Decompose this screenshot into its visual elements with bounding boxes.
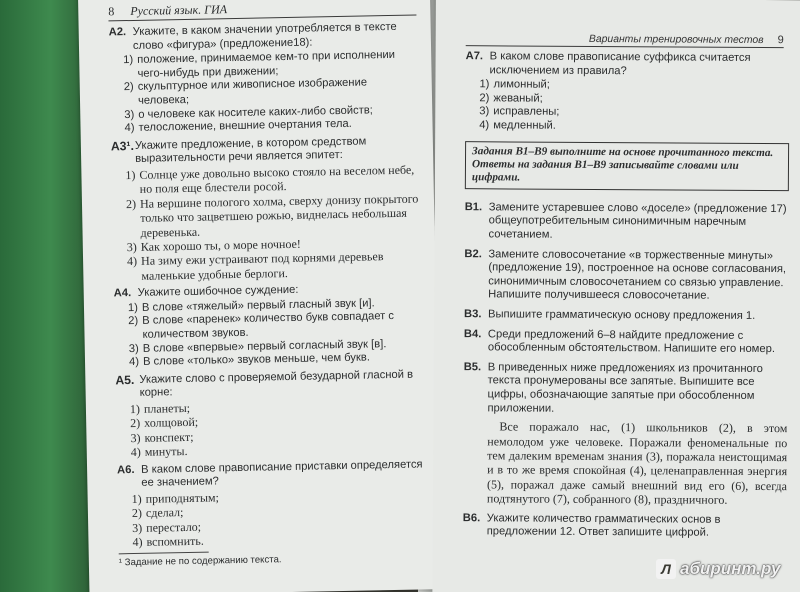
answer-option: 3) о человеке как носителе каких-либо свойств; xyxy=(124,103,373,121)
answer-option: 2) На вершине пологого холма, сверху донизу покрытого только что зацветшею рожью, виднелась небольшая деревенька. xyxy=(125,191,419,240)
answer-options xyxy=(128,296,423,370)
left-page-content xyxy=(108,0,427,570)
task-question: Замените устаревшее слово «доселе» (предложение 17) общеупотребительным синонимичным наречным сочетанием. xyxy=(488,201,787,241)
task-question: В каком слове правописание приставки определяется ее значением? xyxy=(140,458,423,490)
answer-option: 3) перестало; xyxy=(132,519,202,535)
task-b5 xyxy=(463,361,787,417)
answer-option: 4) медленный. xyxy=(479,119,556,132)
left-running-head xyxy=(108,0,416,21)
right-running-title: Варианты тренировочных тестов xyxy=(588,33,764,47)
answer-option: 3) Как хорошо ты, о море ночное! xyxy=(126,236,301,255)
answer-option: 4) В слове «только» звуков меньше, чем букв. xyxy=(128,351,371,369)
answer-option: 2) В слове «паренек» количество букв совпадает с количеством звуков. xyxy=(128,310,395,341)
answer-option: 1) Солнце уже довольно высоко стояло на веселом небе, но поля еще блестели росой. xyxy=(125,162,415,197)
footnote: ¹ Задание не по содержанию текста. xyxy=(118,554,282,569)
right-page-content xyxy=(463,50,790,543)
task-number: А2. xyxy=(108,26,127,39)
answer-option: 1) лимонный; xyxy=(479,78,550,91)
answer-option: 2) сделал; xyxy=(131,505,184,521)
task-question: Замените словосочетание «в торжественные минуты» (предложение 19), построенное на основе согласования, синонимичным словосочетанием со связью управление. Напишите получившееся словосочетание. xyxy=(488,247,787,303)
task-question: Укажите слово с проверяемой безударной гласной в корне: xyxy=(139,368,414,400)
task-number: А5. xyxy=(115,372,135,388)
answer-options xyxy=(125,162,421,283)
instruction-box: Задания В1–В9 выполните на основе прочитанного текста. Ответы на задания В1–В9 записывайте словами или цифрами. xyxy=(465,141,789,191)
task-number: В1. xyxy=(464,200,483,214)
task-question: Укажите, в каком значении употребляется в тексте слово «фигура» (предложение18): xyxy=(132,20,397,52)
left-page xyxy=(78,0,441,592)
task-number: А4. xyxy=(113,287,132,300)
b5-text-excerpt: Все поражало нас, (1) школьников (2), в этом немолодом уже человеке. Поражали феноменальные по тем далеким временам знания (3), поражала неистощимая и в то же время спокойная (4), целенаправленная энергия (5), поражал даже самый внешний вид его (6), всегда подтянутого (7), собранного (8), праздничного. xyxy=(486,419,788,507)
task-b1 xyxy=(465,201,789,244)
answer-option: 4) На зиму ежи устраивают под корнями деревьев маленькие удобные берлоги. xyxy=(126,249,384,283)
task-b2 xyxy=(464,248,788,304)
answer-option: 4) телосложение, внешние очертания тела. xyxy=(124,117,352,135)
task-a2 xyxy=(109,21,419,137)
task-b4 xyxy=(464,328,788,357)
task-b6 xyxy=(463,512,787,541)
answer-option: 3) В слове «впервые» первый согласный звук [в]. xyxy=(128,337,387,355)
task-question: Укажите количество грамматических основ в предложении 12. Ответ запишите цифрой. xyxy=(486,511,721,539)
task-question: В каком слове правописание суффикса считается исключением из правила? xyxy=(489,50,751,77)
task-a6 xyxy=(117,458,427,550)
task-a5 xyxy=(115,368,425,460)
answer-option: 1) планеты; xyxy=(129,400,191,417)
answer-options xyxy=(123,49,419,136)
right-running-head xyxy=(466,28,784,48)
labirint-watermark xyxy=(656,556,796,582)
answer-option: 1) приподнятым; xyxy=(131,490,219,506)
answer-option: 1) В слове «тяжелый» первый гласный звук [и]. xyxy=(127,297,375,314)
right-page xyxy=(432,0,800,592)
task-number: А7. xyxy=(465,50,484,63)
answer-option: 4) вспомнить. xyxy=(132,533,204,550)
green-background xyxy=(0,0,92,592)
task-number: А3¹. xyxy=(110,138,135,154)
task-question: Выпишите грамматическую основу предложения 1. xyxy=(488,308,756,322)
task-b3 xyxy=(464,308,788,324)
answer-option: 3) конспект; xyxy=(130,429,194,445)
answer-option: 4) минуты. xyxy=(130,444,188,460)
task-a7 xyxy=(465,50,789,135)
task-question: Укажите ошибочное суждение: xyxy=(137,284,299,300)
task-question: Среди предложений 6–8 найдите предложение с обособленным обстоятельством. Напишите его номер. xyxy=(487,327,775,356)
answer-options xyxy=(479,78,789,134)
watermark-text: абиринт.ру xyxy=(680,559,781,578)
task-a4 xyxy=(114,282,424,370)
task-number: В4. xyxy=(463,327,482,340)
right-page-number: 9 xyxy=(777,34,784,47)
task-question: Укажите предложение, в котором средством выразительности речи является эпитет: xyxy=(134,135,367,166)
task-question: В приведенных ниже предложениях из прочитанного текста пронумерованы все запятые. Выпишите все цифры, обозначающие запятые при обособленном приложении. xyxy=(487,361,763,415)
labirint-logo-icon: Л xyxy=(656,559,676,579)
task-number: В2. xyxy=(464,247,482,260)
task-number: В5. xyxy=(463,360,482,374)
answer-option: 1) положение, принимаемое кем-то при исполнении чего-нибудь при движении; xyxy=(123,49,396,80)
answer-options xyxy=(130,396,425,459)
task-number: А6. xyxy=(116,463,135,476)
answer-options xyxy=(132,486,427,549)
task-a3 xyxy=(111,134,422,283)
left-page-number: 8 xyxy=(108,4,115,19)
answer-option: 2) скульптурное или живописное изображение человека; xyxy=(123,76,368,107)
left-running-title: Русский язык. ГИА xyxy=(130,2,228,19)
task-number: В6. xyxy=(462,511,481,524)
answer-option: 2) холщовой; xyxy=(130,415,199,431)
answer-option: 2) жеваный; xyxy=(479,92,543,105)
answer-option: 3) исправлены; xyxy=(479,105,560,119)
task-number: В3. xyxy=(464,308,482,321)
